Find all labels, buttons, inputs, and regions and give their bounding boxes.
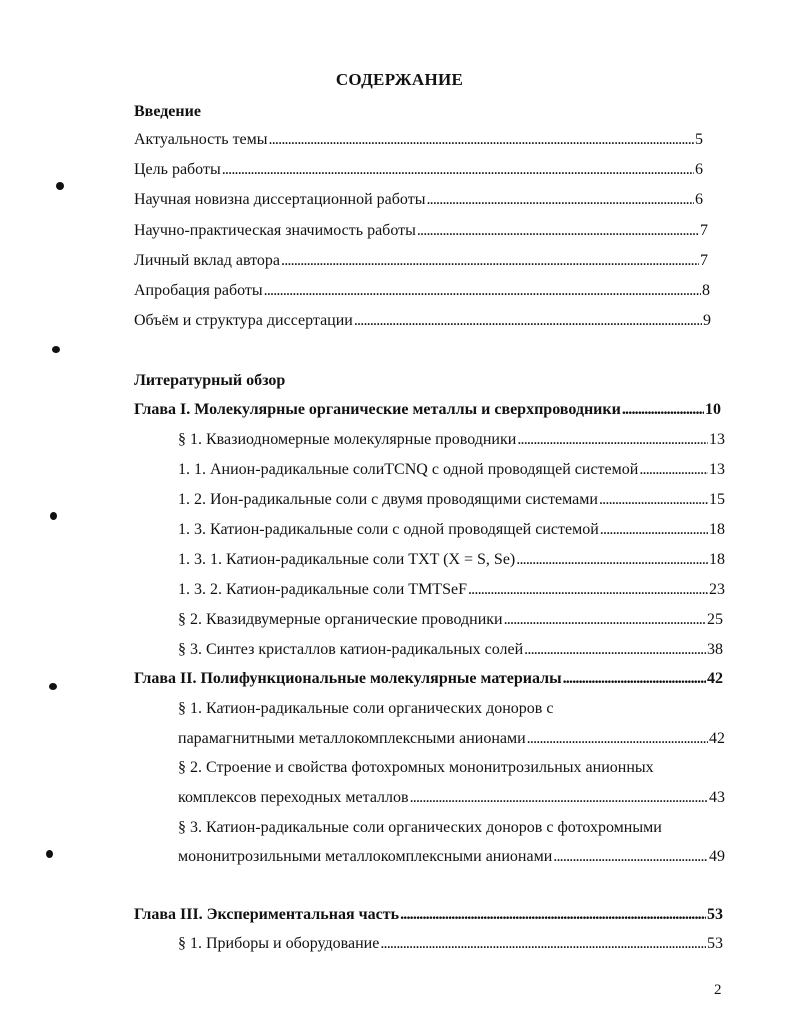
toc-entry-text: 1. 3. Катион-радикальные соли с одной проводящей системой — [178, 521, 599, 538]
toc-leader — [516, 551, 708, 569]
toc-entry-text: 1. 2. Ион-радикальные соли с двумя проводящими системами — [178, 491, 598, 508]
toc-entry-page: 7 — [700, 222, 708, 239]
toc-leader — [281, 252, 699, 270]
toc-entry-text: § 1. Катион-радикальные соли органических доноров с — [178, 700, 554, 717]
toc-entry — [178, 551, 725, 573]
toc-entry-page: 7 — [700, 252, 708, 269]
toc-entry-text: § 3. Катион-радикальные соли органических доноров с фотохромными — [178, 819, 662, 836]
scan-speck — [52, 346, 60, 353]
toc-entry-text: Научная новизна диссертационной работы — [134, 191, 426, 208]
toc-entry — [178, 581, 725, 603]
toc-entry-text: § 2. Квазидвумерные органические проводники — [178, 611, 503, 628]
toc-entry-page: 8 — [702, 282, 710, 299]
toc-entry-page: 49 — [709, 848, 725, 865]
toc-entry — [178, 935, 723, 957]
toc-entry — [134, 312, 711, 334]
toc-entry-page: 13 — [709, 461, 725, 478]
toc-leader — [354, 312, 702, 330]
toc-entry — [178, 848, 725, 870]
toc-entry-text: § 2. Строение и свойства фотохромных мононитрозильных анионных — [178, 759, 654, 776]
toc-entry-text: Глава III. Экспериментальная часть — [134, 906, 400, 923]
toc-entry-text: 1. 1. Анион-радикальные солиTCNQ с одной проводящей системой — [178, 461, 639, 478]
scan-speck — [56, 182, 64, 190]
toc-entry — [134, 222, 708, 244]
toc-entry — [178, 491, 725, 513]
toc-entry-page: 13 — [709, 431, 725, 448]
toc-leader — [517, 431, 708, 449]
scan-speck — [50, 512, 57, 520]
toc-entry — [178, 461, 725, 483]
toc-entry — [178, 789, 725, 811]
toc-entry-text: 1. 3. 2. Катион-радикальные соли TMTSeF — [178, 581, 467, 598]
toc-entry-page: 18 — [709, 551, 725, 568]
toc-entry-page: 43 — [709, 789, 725, 806]
toc-entry-page: 53 — [707, 935, 723, 952]
toc-entry — [134, 252, 708, 274]
chapter-entry — [134, 401, 721, 423]
toc-entry-text: мононитрозильными металлокомплексными анионами — [178, 848, 553, 865]
scan-speck — [49, 683, 57, 690]
toc-entry-text: Апробация работы — [134, 282, 263, 299]
toc-leader — [410, 789, 708, 807]
toc-entry-text: § 1. Приборы и оборудование — [178, 935, 380, 952]
toc-entry — [178, 730, 725, 752]
toc-entry-text: Цель работы — [134, 161, 221, 178]
toc-leader — [426, 191, 694, 209]
toc-leader — [563, 670, 706, 688]
toc-entry-text: парамагнитными металлокомплексными анионами — [178, 730, 526, 747]
toc-entry — [134, 131, 703, 153]
chapter-entry — [134, 906, 723, 928]
toc-leader — [468, 581, 708, 599]
toc-entry-page: 38 — [707, 641, 723, 658]
chapter-entry — [134, 670, 723, 692]
toc-entry-page: 6 — [695, 161, 703, 178]
toc-entry — [178, 611, 723, 633]
toc-entry-page: 42 — [707, 670, 723, 687]
toc-leader — [599, 491, 708, 509]
toc-entry-text: комплексов переходных металлов — [178, 789, 409, 806]
toc-entry-text: Научно-практическая значимость работы — [134, 222, 416, 239]
toc-entry-page: 5 — [695, 131, 703, 148]
toc-leader — [622, 401, 704, 419]
toc-leader — [524, 641, 706, 659]
toc-entry — [178, 521, 725, 543]
review-heading: Литературный обзор — [134, 372, 286, 389]
toc-entry-page: 53 — [707, 906, 723, 923]
toc-leader — [527, 730, 708, 748]
toc-entry-page: 15 — [709, 491, 725, 508]
toc-entry — [134, 191, 703, 213]
toc-leader — [264, 282, 701, 300]
toc-entry-text: Личный вклад автора — [134, 252, 281, 269]
toc-leader — [222, 161, 694, 179]
toc-entry-text: Глава II. Полифункциональные молекулярные материалы — [134, 670, 562, 687]
page-title: СОДЕРЖАНИЕ — [335, 70, 464, 89]
toc-leader — [639, 461, 708, 479]
toc-entry — [134, 282, 710, 304]
toc-entry — [178, 431, 725, 453]
toc-entry-page: 23 — [709, 581, 725, 598]
toc-entry-page: 9 — [703, 312, 711, 329]
toc-entry-page: 10 — [705, 401, 721, 418]
toc-leader — [417, 222, 699, 240]
toc-entry-text: Объём и структура диссертации — [134, 312, 353, 329]
page-number: 2 — [714, 982, 722, 998]
toc-entry-page: 42 — [709, 730, 725, 747]
toc-leader — [600, 521, 708, 539]
toc-entry-text: § 3. Синтез кристаллов катион-радикальных солей — [178, 641, 524, 658]
toc-leader — [553, 848, 708, 866]
toc-leader — [269, 131, 694, 149]
toc-entry-text: § 1. Квазиодномерные молекулярные проводники — [178, 431, 517, 448]
toc-entry-text: 1. 3. 1. Катион-радикальные соли TXT (X = S, Se) — [178, 551, 516, 568]
toc-entry-page: 6 — [695, 191, 703, 208]
toc-entry-text: Актуальность темы — [134, 131, 268, 148]
toc-leader — [380, 935, 706, 953]
toc-entry-text: Глава I. Молекулярные органические металлы и сверхпроводники — [134, 401, 621, 418]
scan-speck — [46, 850, 53, 858]
toc-leader — [400, 906, 706, 924]
toc-entry-page: 18 — [709, 521, 725, 538]
intro-heading: Введение — [134, 103, 201, 120]
toc-leader — [504, 611, 706, 629]
toc-entry — [178, 641, 723, 663]
toc-entry — [134, 161, 703, 183]
toc-entry-page: 25 — [707, 611, 723, 628]
